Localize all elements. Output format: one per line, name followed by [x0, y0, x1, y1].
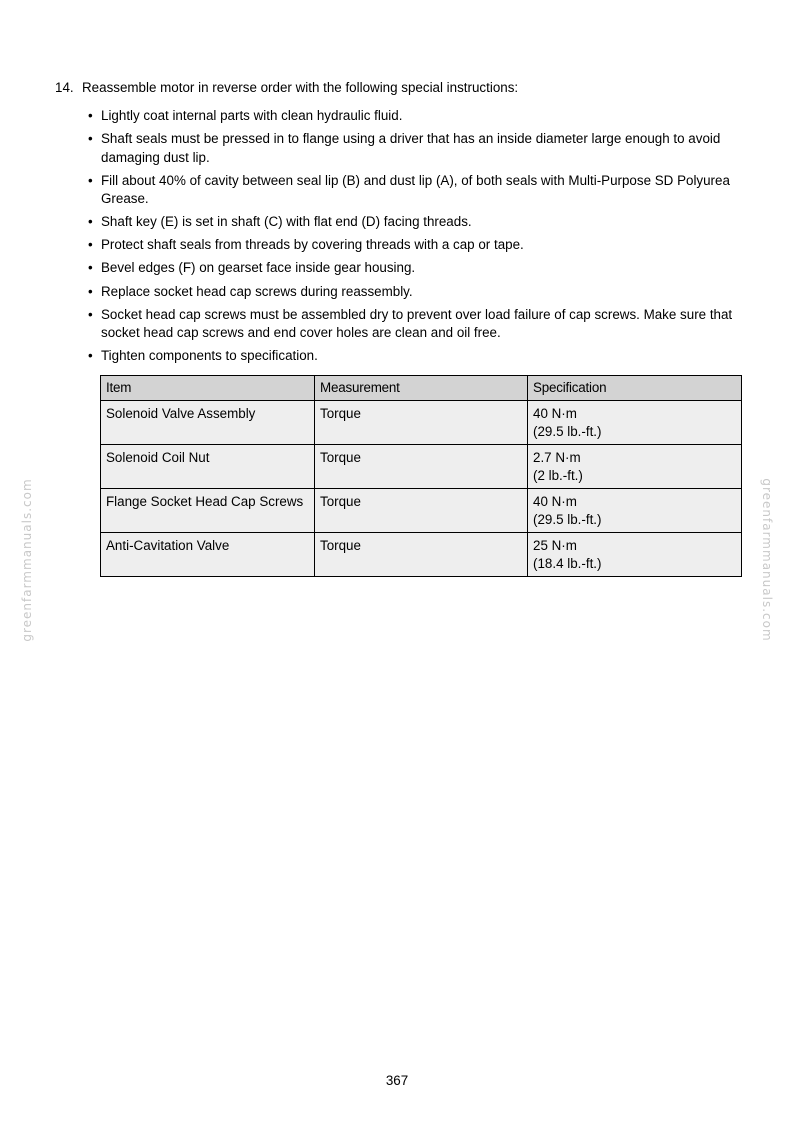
table-row: [101, 532, 742, 576]
step-text: Reassemble motor in reverse order with the following special instructions:: [82, 80, 519, 95]
bullet-glyph: •: [88, 214, 93, 230]
cell-item: Solenoid Valve Assembly: [101, 400, 315, 444]
bullet-item: • Fill about 40% of cavity between seal lip (B) and dust lip (A), of both seals with Multi-Purpose SD Polyurea Grease.: [88, 172, 730, 207]
page-number: 367: [385, 1073, 409, 1088]
bullet-glyph: •: [88, 260, 93, 276]
bullet-glyph: •: [88, 131, 93, 147]
bullet-item: • Bevel edges (F) on gearset face inside gear housing.: [88, 259, 738, 278]
watermark-right: greenfarmmanuals.com: [760, 478, 774, 642]
bullet-item: • Shaft key (E) is set in shaft (C) with flat end (D) facing threads.: [88, 213, 738, 232]
table-row: [101, 444, 742, 488]
cell-measurement: Torque: [315, 488, 528, 532]
step-number: 14.: [55, 80, 74, 95]
cell-item: Flange Socket Head Cap Screws: [101, 488, 315, 532]
step-instruction: [55, 79, 755, 97]
bullet-glyph: •: [88, 237, 93, 253]
bullet-item: • Protect shaft seals from threads by covering threads with a cap or tape.: [88, 236, 738, 255]
cell-specification: 40 N·m (29.5 lb.-ft.): [528, 400, 742, 444]
cell-measurement: Torque: [315, 532, 528, 576]
specification-table: [100, 375, 742, 577]
cell-measurement: Torque: [315, 400, 528, 444]
watermark-left: greenfarmmanuals.com: [20, 478, 34, 642]
table-row: [101, 488, 742, 532]
instruction-bullet-list: [88, 107, 738, 370]
cell-item: Solenoid Coil Nut: [101, 444, 315, 488]
bullet-glyph: •: [88, 172, 93, 188]
bullet-item: • Shaft seals must be pressed in to flange using a driver that has an inside diameter large enough to avoid damaging dust lip.: [88, 131, 721, 165]
bullet-item: • Socket head cap screws must be assembled dry to prevent over load failure of cap screws. Make sure that socket head cap screws and end cover holes are clean and oil free.: [88, 306, 733, 341]
header-specification: Specification: [528, 376, 742, 401]
bullet-glyph: •: [88, 108, 93, 123]
cell-specification: 2.7 N·m (2 lb.-ft.): [528, 444, 742, 488]
header-measurement: Measurement: [315, 376, 528, 401]
bullet-item: • Lightly coat internal parts with clean hydraulic fluid.: [88, 107, 738, 126]
bullet-item: • Replace socket head cap screws during reassembly.: [88, 283, 738, 302]
cell-specification: 40 N·m (29.5 lb.-ft.): [528, 488, 742, 532]
table-header-row: [101, 376, 742, 401]
header-item: Item: [101, 376, 315, 401]
cell-specification: 25 N·m (18.4 lb.-ft.): [528, 532, 742, 576]
cell-measurement: Torque: [315, 444, 528, 488]
table-row: [101, 400, 742, 444]
bullet-item: • Tighten components to specification.: [88, 347, 738, 366]
bullet-glyph: •: [88, 306, 93, 322]
bullet-glyph: •: [88, 283, 93, 299]
bullet-glyph: •: [88, 348, 93, 364]
cell-item: Anti-Cavitation Valve: [101, 532, 315, 576]
